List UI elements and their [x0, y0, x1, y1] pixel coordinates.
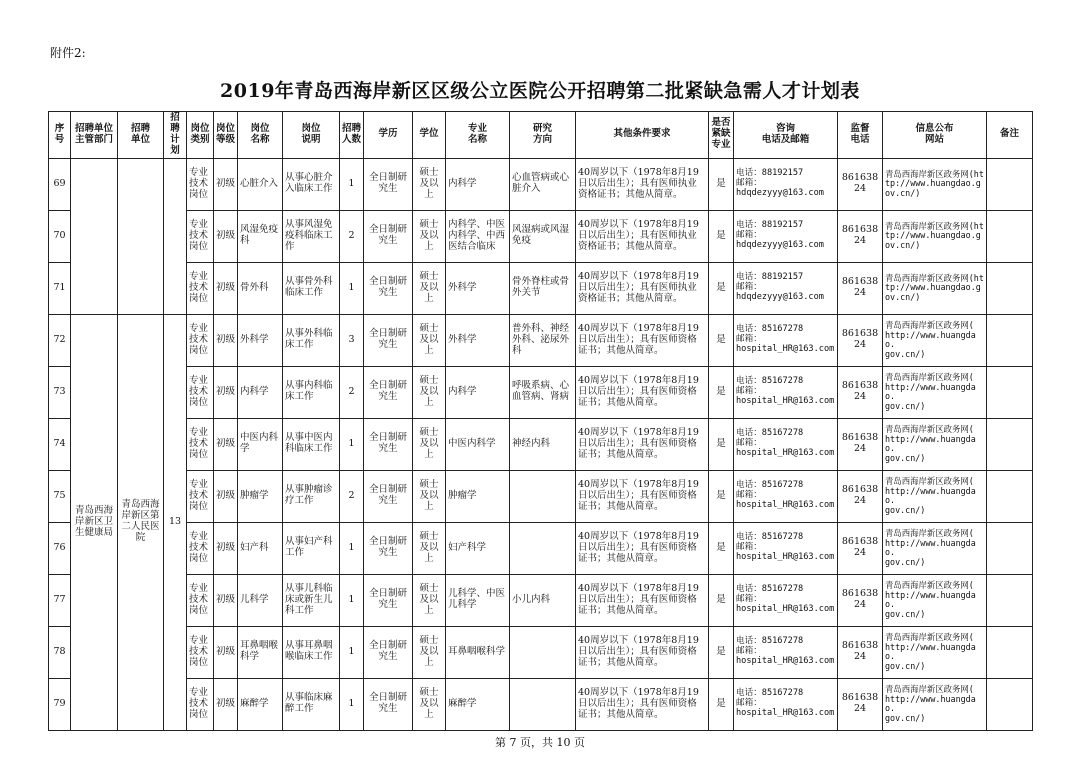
- post-description: 从事风湿免疫科临床工作: [283, 210, 340, 262]
- row-number: 69: [49, 158, 71, 210]
- contact-info: 电话：85167278 邮箱： hospital_HR@163.com: [734, 522, 838, 574]
- post-name: 耳鼻咽喉科学: [238, 626, 283, 678]
- post-description: 从事心脏介入临床工作: [283, 158, 340, 210]
- education: 全日制研究生: [364, 470, 413, 522]
- major-name: 耳鼻咽喉科学: [446, 626, 510, 678]
- hire-count: 1: [340, 678, 364, 730]
- post-name: 中医内科学: [238, 418, 283, 470]
- other-conditions: 40周岁以下（1978年8月19日以后出生）；具有医师资格证书；其他从简章。: [576, 678, 709, 730]
- supervision-phone: 86163824: [838, 210, 883, 262]
- major-name: 儿科学、中医儿科学: [446, 574, 510, 626]
- degree: 硕士及以上: [413, 678, 446, 730]
- post-category: 专业技术岗位: [187, 418, 214, 470]
- post-name: 心脏介入: [238, 158, 283, 210]
- post-level: 初级: [214, 314, 238, 366]
- scarce-flag: 是: [709, 522, 734, 574]
- table-row: [49, 158, 1033, 210]
- page-footer: 第 7 页，共 10 页: [495, 736, 585, 749]
- column-header: 是否 紧缺 专业: [709, 112, 734, 159]
- post-category: 专业技术岗位: [187, 314, 214, 366]
- post-category: 专业技术岗位: [187, 678, 214, 730]
- research-direction: 骨外脊柱或骨外关节: [510, 262, 576, 314]
- row-number: 74: [49, 418, 71, 470]
- supervision-phone: 86163824: [838, 262, 883, 314]
- post-description: 从事耳鼻咽喉临床工作: [283, 626, 340, 678]
- row-number: 71: [49, 262, 71, 314]
- major-name: 内科学: [446, 158, 510, 210]
- recruitment-table: [48, 111, 1033, 731]
- post-category: 专业技术岗位: [187, 574, 214, 626]
- column-header: 招聘 人数: [340, 112, 364, 159]
- column-header: 咨询 电话及邮箱: [734, 112, 838, 159]
- scarce-flag: 是: [709, 366, 734, 418]
- post-level: 初级: [214, 418, 238, 470]
- scarce-flag: 是: [709, 470, 734, 522]
- research-direction: [510, 678, 576, 730]
- row-number: 77: [49, 574, 71, 626]
- post-category: 专业技术岗位: [187, 470, 214, 522]
- research-direction: 小儿内科: [510, 574, 576, 626]
- column-header: 岗位 等级: [214, 112, 238, 159]
- scarce-flag: 是: [709, 574, 734, 626]
- degree: 硕士及以上: [413, 626, 446, 678]
- info-website: 青岛西海岸新区政务网( http://www.huangdao. gov.cn/): [883, 418, 987, 470]
- recruiting-department: 青岛西海岸新区卫生健康局: [71, 314, 118, 730]
- major-name: 内科学: [446, 366, 510, 418]
- column-header: 研究 方向: [510, 112, 576, 159]
- remarks: [987, 366, 1033, 418]
- major-name: 外科学: [446, 314, 510, 366]
- group-blank-dept: [71, 158, 118, 314]
- degree: 硕士及以上: [413, 158, 446, 210]
- education: 全日制研究生: [364, 522, 413, 574]
- row-number: 79: [49, 678, 71, 730]
- post-name: 肿瘤学: [238, 470, 283, 522]
- scarce-flag: 是: [709, 678, 734, 730]
- other-conditions: 40周岁以下（1978年8月19日以后出生）；具有医师资格证书；其他从简章。: [576, 314, 709, 366]
- contact-info: 电话：88192157 邮箱： hdqdezyyy@163.com: [734, 262, 838, 314]
- major-name: 中医内科学: [446, 418, 510, 470]
- scarce-flag: 是: [709, 210, 734, 262]
- degree: 硕士及以上: [413, 262, 446, 314]
- contact-info: 电话：85167278 邮箱： hospital_HR@163.com: [734, 366, 838, 418]
- other-conditions: 40周岁以下（1978年8月19日以后出生）；具有医师资格证书；其他从简章。: [576, 366, 709, 418]
- degree: 硕士及以上: [413, 210, 446, 262]
- hire-count: 2: [340, 470, 364, 522]
- column-header: 学历: [364, 112, 413, 159]
- column-header: 招聘 单位: [118, 112, 164, 159]
- post-name: 儿科学: [238, 574, 283, 626]
- row-number: 76: [49, 522, 71, 574]
- degree: 硕士及以上: [413, 314, 446, 366]
- page-title: 2019年青岛西海岸新区区级公立医院公开招聘第二批紧缺急需人才计划表: [220, 80, 860, 102]
- post-category: 专业技术岗位: [187, 158, 214, 210]
- other-conditions: 40周岁以下（1978年8月19日以后出生）；具有医师执业资格证书；其他从简章。: [576, 158, 709, 210]
- scarce-flag: 是: [709, 314, 734, 366]
- remarks: [987, 158, 1033, 210]
- table-row: [49, 522, 1033, 574]
- post-category: 专业技术岗位: [187, 522, 214, 574]
- post-description: 从事外科临床工作: [283, 314, 340, 366]
- info-website: 青岛西海岸新区政务网(http://www.huangdao.gov.cn/): [883, 158, 987, 210]
- column-header: 岗位 说明: [283, 112, 340, 159]
- column-header: 岗位 类别: [187, 112, 214, 159]
- row-number: 73: [49, 366, 71, 418]
- research-direction: [510, 522, 576, 574]
- education: 全日制研究生: [364, 366, 413, 418]
- contact-info: 电话：85167278 邮箱： hospital_HR@163.com: [734, 574, 838, 626]
- row-number: 75: [49, 470, 71, 522]
- research-direction: 呼吸系病、心血管病、肾病: [510, 366, 576, 418]
- recruiting-unit: 青岛西海岸新区第二人民医院: [118, 314, 164, 730]
- remarks: [987, 678, 1033, 730]
- research-direction: 风湿病或风湿免疫: [510, 210, 576, 262]
- post-name: 妇产科: [238, 522, 283, 574]
- post-name: 麻醉学: [238, 678, 283, 730]
- research-direction: [510, 470, 576, 522]
- major-name: 内科学、中医内科学、中西医结合临床: [446, 210, 510, 262]
- post-name: 内科学: [238, 366, 283, 418]
- post-category: 专业技术岗位: [187, 366, 214, 418]
- major-name: 妇产科学: [446, 522, 510, 574]
- research-direction: [510, 626, 576, 678]
- row-number: 72: [49, 314, 71, 366]
- post-level: 初级: [214, 262, 238, 314]
- education: 全日制研究生: [364, 418, 413, 470]
- table-body: [49, 158, 1033, 730]
- table-row: [49, 574, 1033, 626]
- other-conditions: 40周岁以下（1978年8月19日以后出生）；具有医师执业资格证书；其他从简章。: [576, 210, 709, 262]
- research-direction: 普外科、神经外科、泌尿外科: [510, 314, 576, 366]
- post-description: 从事骨外科临床工作: [283, 262, 340, 314]
- remarks: [987, 626, 1033, 678]
- other-conditions: 40周岁以下（1978年8月19日以后出生）；具有医师资格证书；其他从简章。: [576, 470, 709, 522]
- scarce-flag: 是: [709, 418, 734, 470]
- hire-count: 1: [340, 522, 364, 574]
- education: 全日制研究生: [364, 158, 413, 210]
- column-header: 备注: [987, 112, 1033, 159]
- post-level: 初级: [214, 470, 238, 522]
- contact-info: 电话：85167278 邮箱： hospital_HR@163.com: [734, 314, 838, 366]
- row-number: 70: [49, 210, 71, 262]
- column-header: 专业 名称: [446, 112, 510, 159]
- post-level: 初级: [214, 158, 238, 210]
- info-website: 青岛西海岸新区政务网( http://www.huangdao. gov.cn/): [883, 574, 987, 626]
- info-website: 青岛西海岸新区政务网( http://www.huangdao. gov.cn/): [883, 626, 987, 678]
- remarks: [987, 314, 1033, 366]
- supervision-phone: 86163824: [838, 574, 883, 626]
- scarce-flag: 是: [709, 626, 734, 678]
- hire-count: 1: [340, 574, 364, 626]
- major-name: 肿瘤学: [446, 470, 510, 522]
- post-name: 风湿免疫科: [238, 210, 283, 262]
- table-row: [49, 262, 1033, 314]
- remarks: [987, 262, 1033, 314]
- education: 全日制研究生: [364, 574, 413, 626]
- remarks: [987, 470, 1033, 522]
- major-name: 麻醉学: [446, 678, 510, 730]
- research-direction: 神经内科: [510, 418, 576, 470]
- table-row: [49, 418, 1033, 470]
- column-header: 学位: [413, 112, 446, 159]
- education: 全日制研究生: [364, 314, 413, 366]
- post-description: 从事妇产科工作: [283, 522, 340, 574]
- supervision-phone: 86163824: [838, 366, 883, 418]
- hire-count: 1: [340, 262, 364, 314]
- education: 全日制研究生: [364, 262, 413, 314]
- info-website: 青岛西海岸新区政务网(http://www.huangdao.gov.cn/): [883, 262, 987, 314]
- post-category: 专业技术岗位: [187, 210, 214, 262]
- other-conditions: 40周岁以下（1978年8月19日以后出生）；具有医师资格证书；其他从简章。: [576, 574, 709, 626]
- info-website: 青岛西海岸新区政务网( http://www.huangdao. gov.cn/): [883, 678, 987, 730]
- post-level: 初级: [214, 522, 238, 574]
- hire-count: 2: [340, 210, 364, 262]
- table-row: [49, 470, 1033, 522]
- post-name: 外科学: [238, 314, 283, 366]
- post-description: 从事内科临床工作: [283, 366, 340, 418]
- contact-info: 电话：85167278 邮箱： hospital_HR@163.com: [734, 470, 838, 522]
- education: 全日制研究生: [364, 678, 413, 730]
- info-website: 青岛西海岸新区政务网(http://www.huangdao.gov.cn/): [883, 210, 987, 262]
- degree: 硕士及以上: [413, 522, 446, 574]
- table-row: [49, 366, 1033, 418]
- column-header: 岗位 名称: [238, 112, 283, 159]
- column-header: 监督 电话: [838, 112, 883, 159]
- remarks: [987, 574, 1033, 626]
- info-website: 青岛西海岸新区政务网( http://www.huangdao. gov.cn/): [883, 470, 987, 522]
- contact-info: 电话：88192157 邮箱： hdqdezyyy@163.com: [734, 158, 838, 210]
- supervision-phone: 86163824: [838, 626, 883, 678]
- remarks: [987, 522, 1033, 574]
- column-header: 序 号: [49, 112, 71, 159]
- post-description: 从事儿科临床或新生儿科工作: [283, 574, 340, 626]
- header-row: [49, 112, 1033, 159]
- degree: 硕士及以上: [413, 574, 446, 626]
- attachment-label: 附件2:: [50, 46, 86, 60]
- post-level: 初级: [214, 366, 238, 418]
- contact-info: 电话：85167278 邮箱： hospital_HR@163.com: [734, 678, 838, 730]
- hire-count: 3: [340, 314, 364, 366]
- hire-count: 1: [340, 626, 364, 678]
- group-blank-unit: [118, 158, 164, 314]
- other-conditions: 40周岁以下（1978年8月19日以后出生）；具有医师资格证书；其他从简章。: [576, 626, 709, 678]
- remarks: [987, 210, 1033, 262]
- post-level: 初级: [214, 574, 238, 626]
- info-website: 青岛西海岸新区政务网( http://www.huangdao. gov.cn/): [883, 522, 987, 574]
- other-conditions: 40周岁以下（1978年8月19日以后出生）；具有医师执业资格证书；其他从简章。: [576, 262, 709, 314]
- column-header: 其他条件要求: [576, 112, 709, 159]
- scarce-flag: 是: [709, 158, 734, 210]
- row-number: 78: [49, 626, 71, 678]
- major-name: 外科学: [446, 262, 510, 314]
- contact-info: 电话：85167278 邮箱： hospital_HR@163.com: [734, 626, 838, 678]
- post-category: 专业技术岗位: [187, 626, 214, 678]
- column-header: 信息公布 网站: [883, 112, 987, 159]
- group-blank-plan: [164, 158, 187, 314]
- table-row: [49, 314, 1033, 366]
- supervision-phone: 86163824: [838, 522, 883, 574]
- post-category: 专业技术岗位: [187, 262, 214, 314]
- post-description: 从事临床麻醉工作: [283, 678, 340, 730]
- other-conditions: 40周岁以下（1978年8月19日以后出生）；具有医师资格证书；其他从简章。: [576, 522, 709, 574]
- education: 全日制研究生: [364, 210, 413, 262]
- supervision-phone: 86163824: [838, 158, 883, 210]
- table-row: [49, 678, 1033, 730]
- supervision-phone: 86163824: [838, 678, 883, 730]
- table-row: [49, 210, 1033, 262]
- post-name: 骨外科: [238, 262, 283, 314]
- post-level: 初级: [214, 210, 238, 262]
- post-level: 初级: [214, 626, 238, 678]
- supervision-phone: 86163824: [838, 418, 883, 470]
- degree: 硕士及以上: [413, 366, 446, 418]
- recruiting-plan: 13: [164, 314, 187, 730]
- post-level: 初级: [214, 678, 238, 730]
- contact-info: 电话：88192157 邮箱： hdqdezyyy@163.com: [734, 210, 838, 262]
- post-description: 从事中医内科临床工作: [283, 418, 340, 470]
- hire-count: 2: [340, 366, 364, 418]
- supervision-phone: 86163824: [838, 314, 883, 366]
- contact-info: 电话：85167278 邮箱： hospital_HR@163.com: [734, 418, 838, 470]
- table-row: [49, 626, 1033, 678]
- info-website: 青岛西海岸新区政务网( http://www.huangdao. gov.cn/): [883, 366, 987, 418]
- other-conditions: 40周岁以下（1978年8月19日以后出生）；具有医师资格证书；其他从简章。: [576, 418, 709, 470]
- hire-count: 1: [340, 418, 364, 470]
- remarks: [987, 418, 1033, 470]
- research-direction: 心血管病或心脏介入: [510, 158, 576, 210]
- column-header: 招聘 计划: [164, 112, 187, 159]
- scarce-flag: 是: [709, 262, 734, 314]
- info-website: 青岛西海岸新区政务网( http://www.huangdao. gov.cn/): [883, 314, 987, 366]
- degree: 硕士及以上: [413, 470, 446, 522]
- degree: 硕士及以上: [413, 418, 446, 470]
- post-description: 从事肿瘤诊疗工作: [283, 470, 340, 522]
- supervision-phone: 86163824: [838, 470, 883, 522]
- education: 全日制研究生: [364, 626, 413, 678]
- column-header: 招聘单位 主管部门: [71, 112, 118, 159]
- hire-count: 1: [340, 158, 364, 210]
